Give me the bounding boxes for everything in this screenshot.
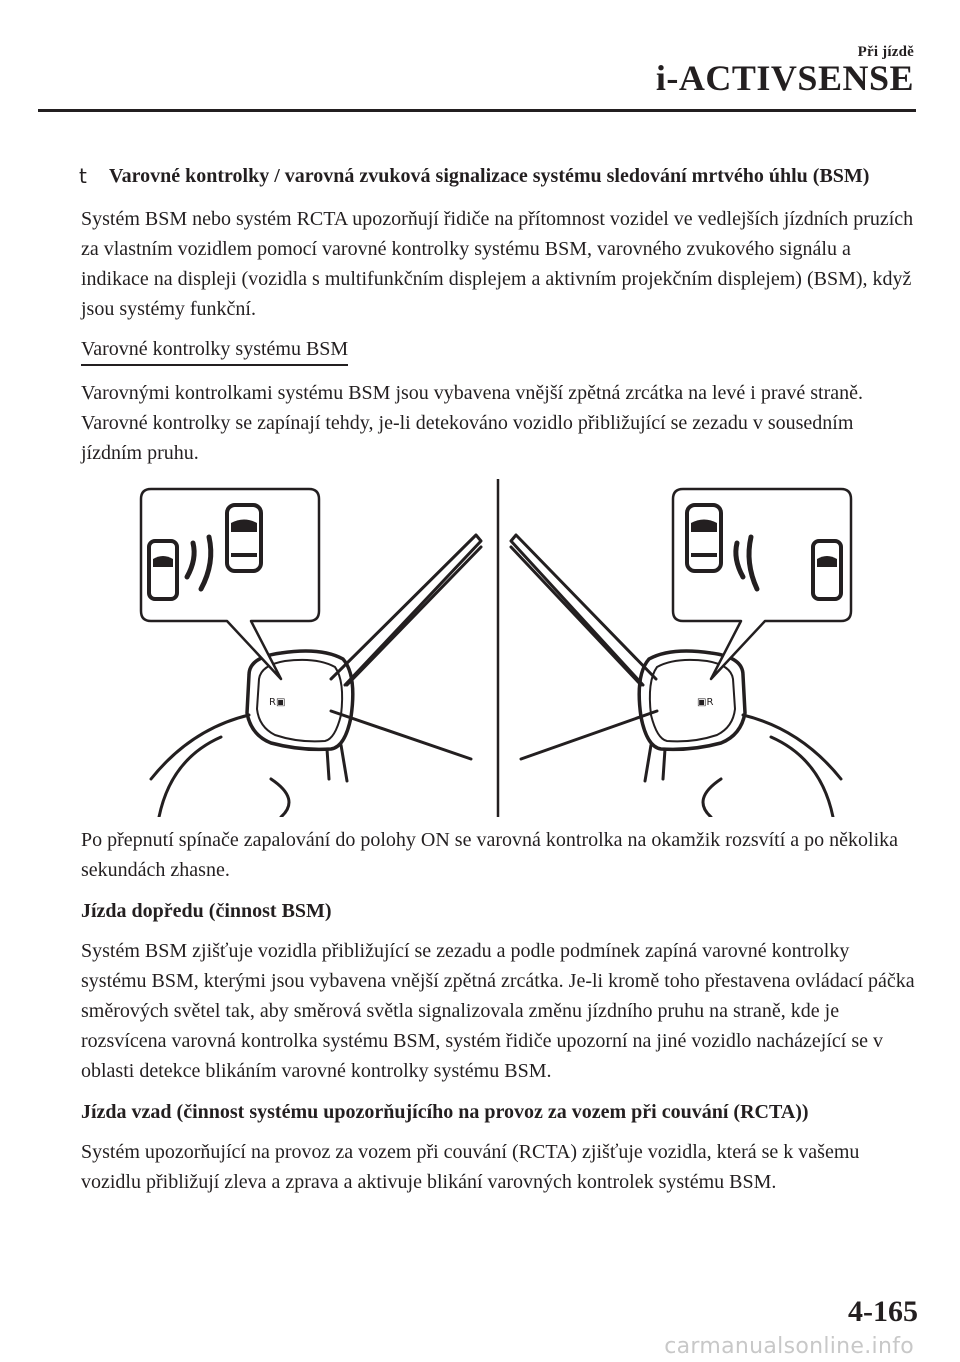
left-mirror bbox=[247, 651, 353, 781]
section-marker: t bbox=[79, 164, 87, 188]
forward-subheading: Jízda dopředu (činnost BSM) bbox=[81, 900, 332, 922]
section-heading bbox=[81, 160, 917, 192]
warning-lights-subheading: Varovné kontrolky systému BSM bbox=[81, 335, 348, 366]
header-section-label: Při jízdě bbox=[857, 44, 914, 60]
site-watermark[interactable]: carmanualsonline.info bbox=[664, 1334, 914, 1359]
header-rule bbox=[38, 109, 916, 112]
forward-paragraph: Systém BSM zjišťuje vozidla přibližující se zezadu a podle podmínek zapíná varovné kontrolky systému BSM, kterými jsou vybavena vnější zpětná zrcátka. Je-li kromě toho přestavena ovládací páčka směrových světel tak, aby směrová světla signalizovala změnu jízdního pruhu na straně, kde je rozsvícena varovná kontrolka systému BSM, systém řidiče upozorní na jiné vozidlo nacházející se v oblasti detekce blikáním varovné kontrolky systému BSM. bbox=[81, 940, 915, 1082]
bsm-mirror-illustration bbox=[131, 479, 861, 817]
warning-lights-paragraph: Varovnými kontrolkami systému BSM jsou vybavena vnější zpětná zrcátka na levé i pravé straně. Varovné kontrolky se zapínají tehdy, je-li detekováno vozidlo přibližující se zezadu v sousedním jízdním pruhu. bbox=[81, 382, 864, 464]
reverse-subheading: Jízda vzad (činnost systému upozorňujícího na provoz za vozem při couvání (RCTA)) bbox=[81, 1101, 809, 1123]
intro-paragraph: Systém BSM nebo systém RCTA upozorňují řidiče na přítomnost vozidel ve vedlejších jízdních pruzích za vlastním vozidlem pomocí varovné kontrolky systému BSM, varovného zvukového signálu a indikace na displeji (vozidla s multifunkčním displejem a aktivním projekčním displejem) (BSM), když jsou systémy funkční. bbox=[81, 208, 914, 320]
left-mirror-indicator-glyph: R▣ bbox=[269, 697, 286, 708]
left-window-frame bbox=[331, 535, 481, 759]
page-number: 4-165 bbox=[848, 1295, 918, 1328]
ignition-paragraph: Po přepnutí spínače zapalování do polohy ON se varovná kontrolka na okamžik rozsvítí a po několika sekundách zhasne. bbox=[81, 829, 899, 881]
page-content bbox=[81, 160, 917, 1208]
reverse-paragraph: Systém upozorňující na provoz za vozem při couvání (RCTA) zjišťuje vozidla, která se k vašemu vozidlu přibližují zleva a zprava a aktivuje blikání varovných kontrolek systému BSM. bbox=[81, 1141, 860, 1193]
right-mirror bbox=[639, 651, 745, 781]
right-window-frame bbox=[511, 535, 657, 759]
header-chapter-title: i-ACTIVSENSE bbox=[655, 58, 914, 98]
right-mirror-indicator-glyph: ▣R bbox=[697, 697, 714, 708]
section-heading-text: Varovné kontrolky / varovná zvuková signalizace systému sledování mrtvého úhlu (BSM) bbox=[109, 165, 870, 187]
